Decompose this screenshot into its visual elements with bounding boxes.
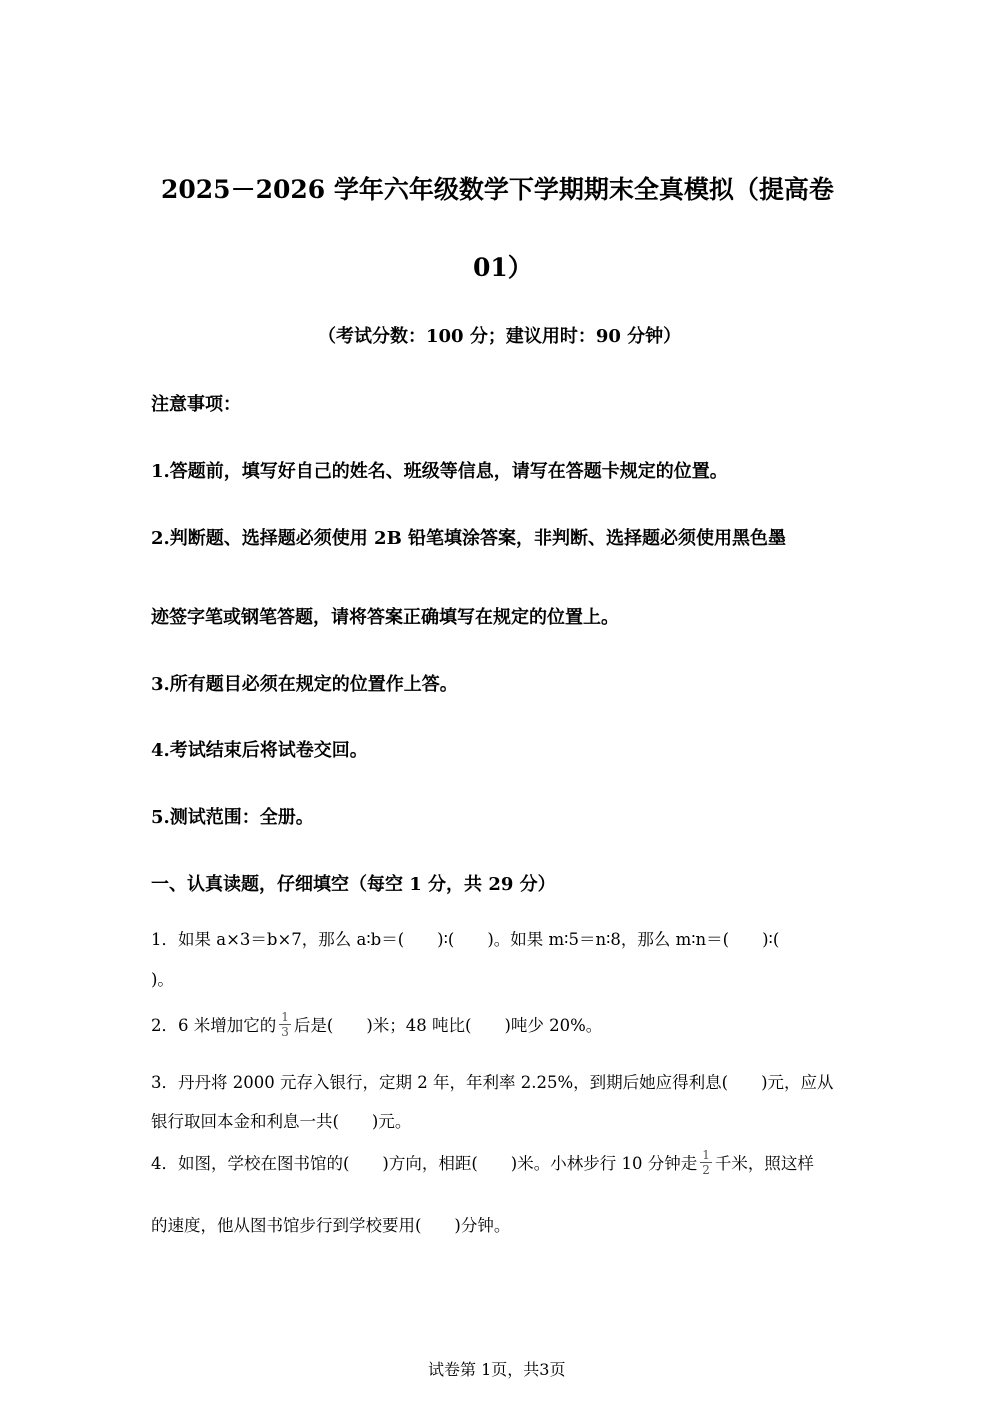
fraction-denominator: 3 [281, 1025, 289, 1039]
question-2-text-before: 2．6 米增加它的 [151, 1016, 277, 1035]
exam-title-line2: 01） [473, 253, 533, 282]
question-2-text-after: 后是( )米；48 吨比( )吨少 20%。 [293, 1016, 603, 1035]
question-3-line2: 银行取回本金和利息一共( )元。 [151, 1112, 412, 1131]
question-4-line2: 的速度，他从图书馆步行到学校要用( )分钟。 [151, 1216, 511, 1235]
question-4-text-after: 千米，照这样 [714, 1154, 814, 1173]
page-footer: 试卷第 1页，共3页 [428, 1360, 566, 1379]
notes-heading: 注意事项： [151, 394, 241, 415]
question-4-line1 [151, 1150, 814, 1179]
exam-info: （考试分数：100 分；建议用时：90 分钟） [318, 326, 682, 347]
note-item-3: 3.所有题目必须在规定的位置作上答。 [151, 674, 458, 695]
fraction-one-half [700, 1148, 712, 1177]
fraction-one-third [279, 1010, 291, 1039]
fraction-denominator: 2 [702, 1163, 710, 1177]
question-1-line1: 1．如果 a×3＝b×7，那么 a∶b＝( )∶( )。如果 m∶5＝n∶8，那么 m∶n＝( )∶( [151, 930, 780, 949]
note-item-2-line2: 迹签字笔或钢笔答题，请将答案正确填写在规定的位置上。 [151, 607, 619, 628]
fraction-numerator: 1 [281, 1010, 289, 1024]
note-item-1: 1.答题前，填写好自己的姓名、班级等信息，请写在答题卡规定的位置。 [151, 461, 728, 482]
fraction-numerator: 1 [702, 1148, 710, 1162]
note-item-2-line1: 2.判断题、选择题必须使用 2B 铅笔填涂答案，非判断、选择题必须使用黑色墨 [151, 528, 787, 549]
note-item-4: 4.考试结束后将试卷交回。 [151, 740, 368, 761]
question-1-line2: )。 [151, 970, 174, 989]
question-3-line1: 3．丹丹将 2000 元存入银行，定期 2 年，年利率 2.25%，到期后她应得利息( )元，应从 [151, 1073, 834, 1092]
exam-title-line1: 2025－2026 学年六年级数学下学期期末全真模拟（提高卷 [161, 175, 834, 204]
section-1-heading: 一、认真读题，仔细填空（每空 1 分，共 29 分） [151, 874, 556, 895]
question-2 [151, 1012, 602, 1041]
note-item-5: 5.测试范围：全册。 [151, 807, 314, 828]
question-4-text-before: 4．如图，学校在图书馆的( )方向，相距( )米。小林步行 10 分钟走 [151, 1154, 698, 1173]
